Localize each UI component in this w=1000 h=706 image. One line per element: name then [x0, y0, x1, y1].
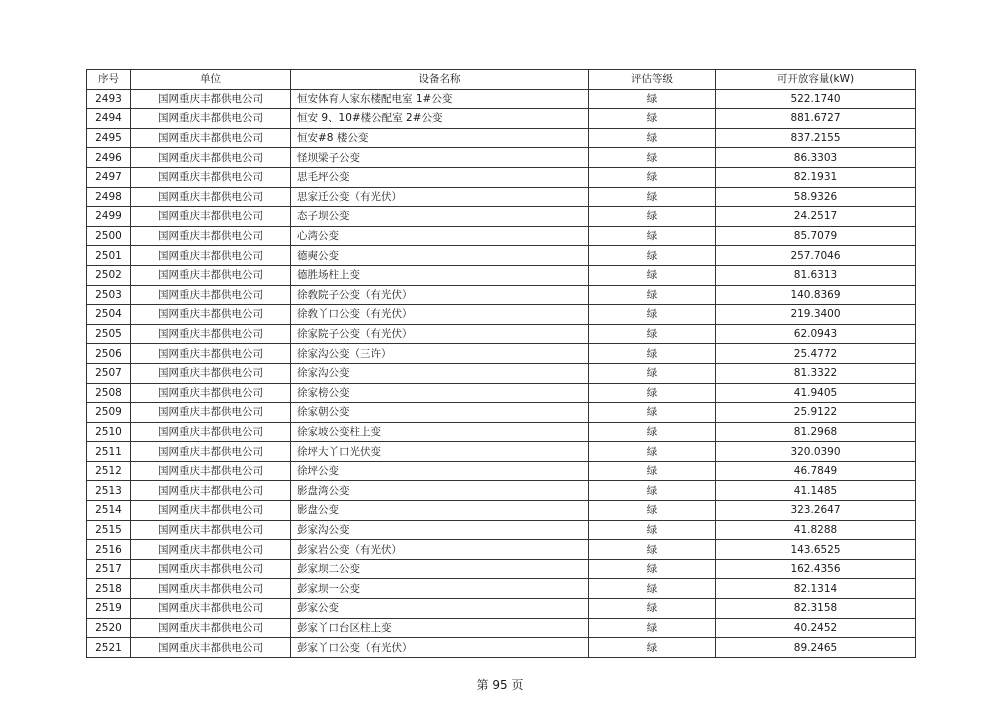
cell-capacity: 323.2647 — [716, 501, 916, 521]
cell-unit: 国网重庆丰都供电公司 — [131, 442, 291, 462]
cell-capacity: 320.0390 — [716, 442, 916, 462]
header-rating: 评估等级 — [589, 70, 716, 90]
cell-index: 2496 — [87, 148, 131, 168]
cell-device-name: 心湾公变 — [291, 226, 589, 246]
table-row — [87, 305, 916, 325]
cell-unit: 国网重庆丰都供电公司 — [131, 383, 291, 403]
cell-unit: 国网重庆丰都供电公司 — [131, 618, 291, 638]
cell-unit: 国网重庆丰都供电公司 — [131, 246, 291, 266]
cell-device-name: 徐家沟公变（三许） — [291, 344, 589, 364]
cell-unit: 国网重庆丰都供电公司 — [131, 363, 291, 383]
cell-device-name: 徐家院子公变（有光伏） — [291, 324, 589, 344]
cell-capacity: 81.6313 — [716, 265, 916, 285]
cell-rating: 绿 — [589, 481, 716, 501]
cell-capacity: 86.3303 — [716, 148, 916, 168]
table-row — [87, 501, 916, 521]
cell-unit: 国网重庆丰都供电公司 — [131, 599, 291, 619]
cell-rating: 绿 — [589, 344, 716, 364]
header-unit: 单位 — [131, 70, 291, 90]
cell-index: 2510 — [87, 422, 131, 442]
cell-unit: 国网重庆丰都供电公司 — [131, 344, 291, 364]
cell-index: 2504 — [87, 305, 131, 325]
cell-rating: 绿 — [589, 128, 716, 148]
capacity-table-container — [86, 69, 915, 658]
cell-capacity: 257.7046 — [716, 246, 916, 266]
cell-device-name: 影盘湾公变 — [291, 481, 589, 501]
cell-capacity: 24.2517 — [716, 207, 916, 227]
cell-capacity: 58.9326 — [716, 187, 916, 207]
cell-device-name: 彭家丫口公变（有光伏） — [291, 638, 589, 658]
cell-unit: 国网重庆丰都供电公司 — [131, 128, 291, 148]
table-row — [87, 599, 916, 619]
cell-device-name: 徐敎丫口公变（有光伏） — [291, 305, 589, 325]
table-row — [87, 128, 916, 148]
cell-rating: 绿 — [589, 403, 716, 423]
cell-unit: 国网重庆丰都供电公司 — [131, 285, 291, 305]
cell-rating: 绿 — [589, 89, 716, 109]
cell-index: 2493 — [87, 89, 131, 109]
cell-rating: 绿 — [589, 461, 716, 481]
table-row — [87, 167, 916, 187]
cell-index: 2494 — [87, 109, 131, 129]
cell-device-name: 恒安体育人家东楼配电室 1#公变 — [291, 89, 589, 109]
cell-unit: 国网重庆丰都供电公司 — [131, 422, 291, 442]
cell-index: 2508 — [87, 383, 131, 403]
table-row — [87, 579, 916, 599]
cell-index: 2515 — [87, 520, 131, 540]
capacity-table — [86, 69, 916, 658]
cell-device-name: 德奭公变 — [291, 246, 589, 266]
cell-device-name: 彭家丫口台区柱上变 — [291, 618, 589, 638]
cell-capacity: 81.2968 — [716, 422, 916, 442]
table-row — [87, 187, 916, 207]
table-row — [87, 109, 916, 129]
table-row — [87, 89, 916, 109]
cell-unit: 国网重庆丰都供电公司 — [131, 187, 291, 207]
table-row — [87, 226, 916, 246]
cell-capacity: 82.1931 — [716, 167, 916, 187]
cell-device-name: 态子坝公变 — [291, 207, 589, 227]
table-row — [87, 422, 916, 442]
cell-unit: 国网重庆丰都供电公司 — [131, 461, 291, 481]
cell-capacity: 522.1740 — [716, 89, 916, 109]
table-row — [87, 559, 916, 579]
cell-capacity: 41.9405 — [716, 383, 916, 403]
cell-device-name: 徐家朝公变 — [291, 403, 589, 423]
cell-capacity: 89.2465 — [716, 638, 916, 658]
cell-capacity: 25.9122 — [716, 403, 916, 423]
cell-capacity: 82.3158 — [716, 599, 916, 619]
table-row — [87, 638, 916, 658]
cell-rating: 绿 — [589, 109, 716, 129]
cell-capacity: 219.3400 — [716, 305, 916, 325]
cell-index: 2500 — [87, 226, 131, 246]
cell-index: 2507 — [87, 363, 131, 383]
cell-unit: 国网重庆丰都供电公司 — [131, 520, 291, 540]
cell-capacity: 41.1485 — [716, 481, 916, 501]
cell-rating: 绿 — [589, 207, 716, 227]
cell-device-name: 徐家榜公变 — [291, 383, 589, 403]
cell-unit: 国网重庆丰都供电公司 — [131, 226, 291, 246]
cell-device-name: 彭家岩公变（有光伏） — [291, 540, 589, 560]
cell-capacity: 46.7849 — [716, 461, 916, 481]
cell-unit: 国网重庆丰都供电公司 — [131, 403, 291, 423]
table-row — [87, 383, 916, 403]
cell-index: 2521 — [87, 638, 131, 658]
cell-device-name: 徐敎院子公变（有光伏） — [291, 285, 589, 305]
cell-unit: 国网重庆丰都供电公司 — [131, 540, 291, 560]
header-device-name: 设备名称 — [291, 70, 589, 90]
table-row — [87, 403, 916, 423]
cell-device-name: 思毛坪公变 — [291, 167, 589, 187]
table-header-row — [87, 70, 916, 90]
cell-unit: 国网重庆丰都供电公司 — [131, 324, 291, 344]
cell-device-name: 影盘公变 — [291, 501, 589, 521]
cell-unit: 国网重庆丰都供电公司 — [131, 638, 291, 658]
cell-unit: 国网重庆丰都供电公司 — [131, 148, 291, 168]
cell-device-name: 徐家坡公变柱上变 — [291, 422, 589, 442]
table-row — [87, 442, 916, 462]
header-capacity: 可开放容量(kW) — [716, 70, 916, 90]
cell-index: 2513 — [87, 481, 131, 501]
table-row — [87, 363, 916, 383]
cell-index: 2517 — [87, 559, 131, 579]
cell-rating: 绿 — [589, 383, 716, 403]
cell-unit: 国网重庆丰都供电公司 — [131, 305, 291, 325]
table-row — [87, 520, 916, 540]
table-row — [87, 285, 916, 305]
cell-rating: 绿 — [589, 265, 716, 285]
cell-rating: 绿 — [589, 618, 716, 638]
cell-index: 2505 — [87, 324, 131, 344]
cell-rating: 绿 — [589, 305, 716, 325]
table-row — [87, 481, 916, 501]
cell-capacity: 881.6727 — [716, 109, 916, 129]
cell-rating: 绿 — [589, 187, 716, 207]
cell-index: 2497 — [87, 167, 131, 187]
cell-index: 2501 — [87, 246, 131, 266]
cell-rating: 绿 — [589, 148, 716, 168]
cell-index: 2503 — [87, 285, 131, 305]
table-row — [87, 246, 916, 266]
cell-index: 2518 — [87, 579, 131, 599]
cell-capacity: 25.4772 — [716, 344, 916, 364]
cell-device-name: 德胜场柱上变 — [291, 265, 589, 285]
cell-device-name: 徐坪公变 — [291, 461, 589, 481]
cell-capacity: 62.0943 — [716, 324, 916, 344]
cell-capacity: 81.3322 — [716, 363, 916, 383]
cell-device-name: 徐家沟公变 — [291, 363, 589, 383]
cell-capacity: 85.7079 — [716, 226, 916, 246]
cell-unit: 国网重庆丰都供电公司 — [131, 579, 291, 599]
cell-rating: 绿 — [589, 226, 716, 246]
cell-device-name: 彭家坝二公变 — [291, 559, 589, 579]
cell-capacity: 41.8288 — [716, 520, 916, 540]
table-row — [87, 207, 916, 227]
cell-rating: 绿 — [589, 520, 716, 540]
cell-index: 2509 — [87, 403, 131, 423]
cell-rating: 绿 — [589, 442, 716, 462]
header-index: 序号 — [87, 70, 131, 90]
table-row — [87, 461, 916, 481]
cell-rating: 绿 — [589, 540, 716, 560]
cell-unit: 国网重庆丰都供电公司 — [131, 89, 291, 109]
cell-unit: 国网重庆丰都供电公司 — [131, 109, 291, 129]
cell-rating: 绿 — [589, 285, 716, 305]
cell-device-name: 怪坝梁子公变 — [291, 148, 589, 168]
cell-index: 2519 — [87, 599, 131, 619]
table-row — [87, 265, 916, 285]
cell-rating: 绿 — [589, 167, 716, 187]
cell-index: 2514 — [87, 501, 131, 521]
cell-rating: 绿 — [589, 363, 716, 383]
cell-rating: 绿 — [589, 579, 716, 599]
cell-device-name: 彭家坝一公变 — [291, 579, 589, 599]
cell-device-name: 徐坪大丫口光伏变 — [291, 442, 589, 462]
cell-rating: 绿 — [589, 324, 716, 344]
cell-index: 2495 — [87, 128, 131, 148]
cell-unit: 国网重庆丰都供电公司 — [131, 207, 291, 227]
cell-index: 2499 — [87, 207, 131, 227]
cell-index: 2520 — [87, 618, 131, 638]
cell-rating: 绿 — [589, 501, 716, 521]
cell-index: 2502 — [87, 265, 131, 285]
cell-rating: 绿 — [589, 599, 716, 619]
cell-index: 2516 — [87, 540, 131, 560]
table-row — [87, 344, 916, 364]
cell-device-name: 彭家公变 — [291, 599, 589, 619]
cell-index: 2512 — [87, 461, 131, 481]
cell-index: 2511 — [87, 442, 131, 462]
table-row — [87, 540, 916, 560]
cell-unit: 国网重庆丰都供电公司 — [131, 481, 291, 501]
cell-capacity: 162.4356 — [716, 559, 916, 579]
cell-unit: 国网重庆丰都供电公司 — [131, 265, 291, 285]
cell-rating: 绿 — [589, 638, 716, 658]
cell-rating: 绿 — [589, 246, 716, 266]
cell-rating: 绿 — [589, 422, 716, 442]
cell-device-name: 思家迁公变（有光伏） — [291, 187, 589, 207]
cell-unit: 国网重庆丰都供电公司 — [131, 501, 291, 521]
cell-unit: 国网重庆丰都供电公司 — [131, 167, 291, 187]
cell-device-name: 彭家沟公变 — [291, 520, 589, 540]
cell-index: 2506 — [87, 344, 131, 364]
cell-capacity: 140.8369 — [716, 285, 916, 305]
cell-device-name: 恒安#8 楼公变 — [291, 128, 589, 148]
table-row — [87, 148, 916, 168]
cell-capacity: 837.2155 — [716, 128, 916, 148]
cell-unit: 国网重庆丰都供电公司 — [131, 559, 291, 579]
cell-index: 2498 — [87, 187, 131, 207]
table-body — [87, 89, 916, 657]
cell-capacity: 82.1314 — [716, 579, 916, 599]
cell-rating: 绿 — [589, 559, 716, 579]
cell-capacity: 143.6525 — [716, 540, 916, 560]
table-row — [87, 324, 916, 344]
cell-device-name: 恒安 9、10#楼公配室 2#公变 — [291, 109, 589, 129]
table-row — [87, 618, 916, 638]
cell-capacity: 40.2452 — [716, 618, 916, 638]
page-number: 第 95 页 — [476, 678, 524, 692]
